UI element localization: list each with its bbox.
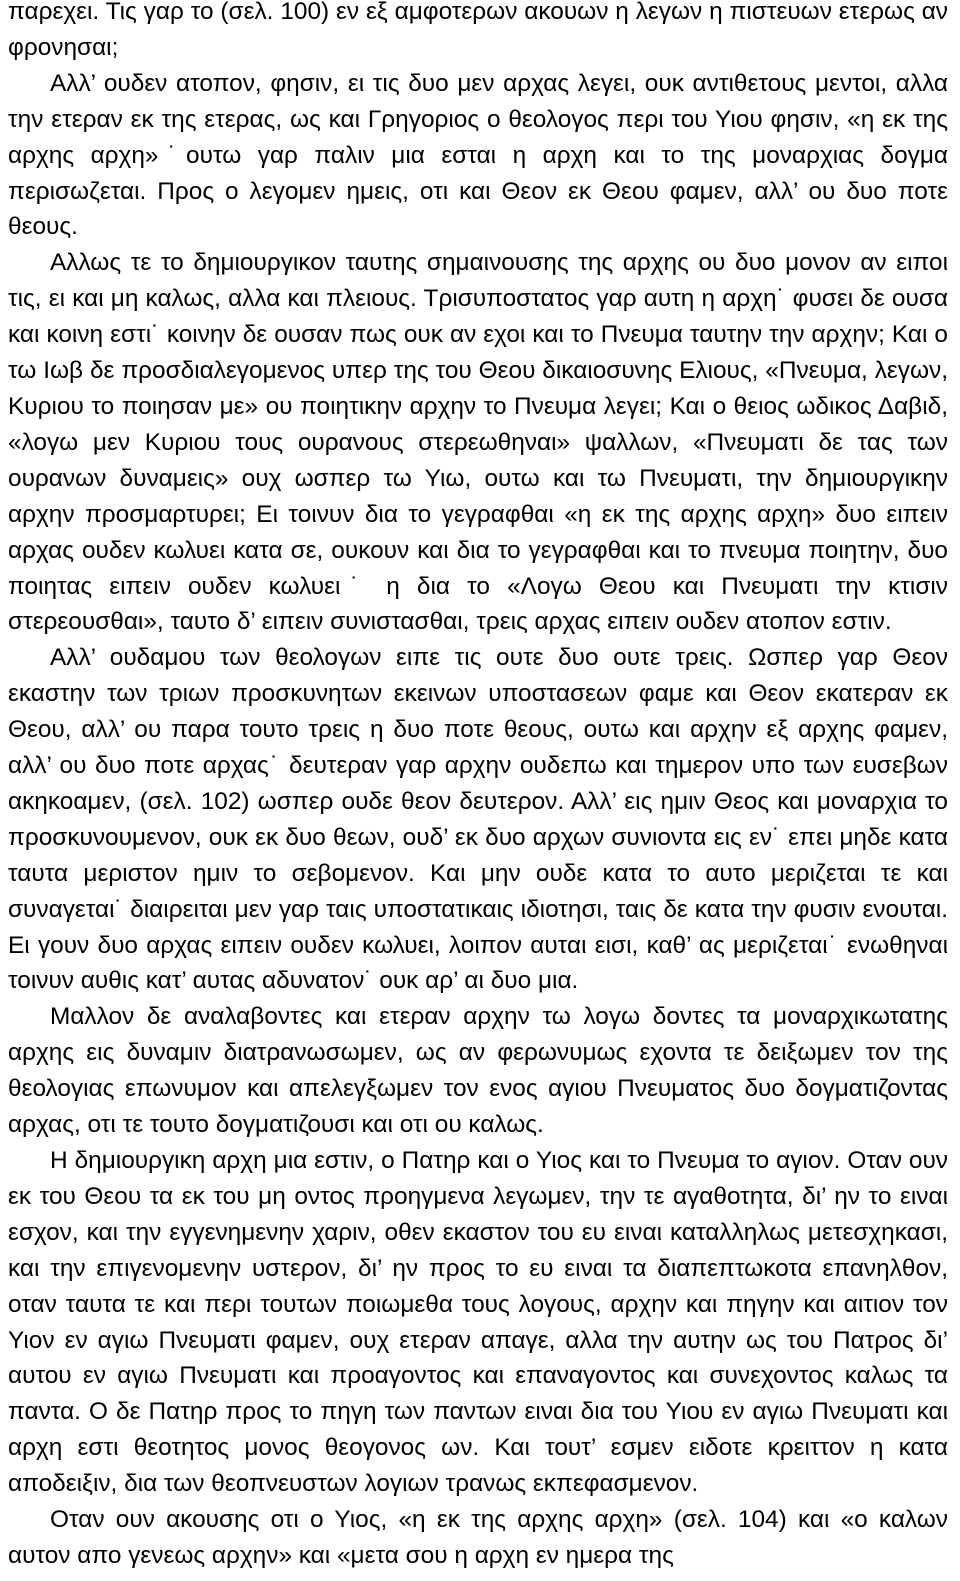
paragraph-7: Οταν ουν ακουσης οτι ο Υιος, «η εκ της αρχης αρχη» (σελ. 104) και «ο καλων αυτον απο γενεως αρχην» και «μετα σου η αρχη εν ημερα της bbox=[8, 1506, 948, 1569]
paragraph-4: Αλλ’ ουδαμου των θεολογων ειπε τις ουτε δυο ουτε τρεις. Ωσπερ γαρ Θεον εκαστην των τριων προσκυνητων εκεινων υποστασεων φαμε και Θεον εκατεραν εκ Θεου, αλλ’ ου παρα τουτο τρεις η δυο ποτε θεους, ουτω και αρχην εξ αρχης φαμεν, αλλ’ ου δυο ποτε αρχας˙ δευτεραν γαρ αρχην ουδεπω και τημερον υπο των ευσεβων ακηκοαμεν, (σελ. 102) ωσπερ ουδε θεον δευτερον. Αλλ’ εις ημιν Θεος και μοναρχια το προσκυνουμενον, ουκ εκ δυο θεων, ουδ’ εκ δυο αρχων συνιοντα εις εν˙ επει μηδε κατα ταυτα μεριστον ημιν το σεβομενον. Και μην ουδε κατα το αυτο μεριζεται τε και συναγεται˙ διαιρειται μεν γαρ ταις υποστατικαις ιδιοτησι, ταις δε κατα την φυσιν ενουται. Ει γουν δυο αρχας ειπειν ουδεν κωλυει, λοιπον αυται εισι, καθ’ ας μεριζεται˙ ενωθηναι τοινυν αυθις κατ’ αυτας αδυνατον˙ ουκ αρ’ αι δυο μια. bbox=[8, 644, 948, 995]
paragraph-6: Η δημιουργικη αρχη μια εστιν, ο Πατηρ και ο Υιος και το Πνευμα το αγιον. Οταν ουν εκ του Θεου τα εκ του μη οντος προηγμενα λεγωμεν, την τε αγαθοτητα, δι’ ην το ειναι εσχον, και την εγγενημενην χαριν, οθεν εκαστον του ευ ειναι καταλληλως μετεσχηκασι, και την επιγενομενην υστερον, δι’ ην προς το ευ ειναι τα διαπεπτωκοτα επανηλθον, οταν ταυτα τε και περι τουτων ποιωμεθα τους λογους, αρχην και πηγην και αιτιον τον Υιον εν αγιω Πνευματι φαμεν, ουχ ετεραν απαγε, αλλα την αυτην ως του Πατρος δι’ αυτου εν αγιω Πνευματι και προαγοντος και επαναγοντος και συνεχοντος καλως τα παντα. Ο δε Πατηρ προς το πηγη των παντων ειναι δια του Υιου εν αγιω Πνευματι και αρχη εστι θεοτητος μονος θεογονος ων. Και τουτ’ εσμεν ειδοτε κρειττον η κατα αποδειξιν, δια των θεοπνευστων λογιων τρανως εκπεφασμενον. bbox=[8, 1147, 948, 1498]
paragraph-3: Αλλως τε το δημιουργικον ταυτης σημαινουσης της αρχης ου δυο μονον αν ειποι τις, ει και μη καλως, αλλα και πλειους. Τρισυποστατος γαρ αυτη η αρχη˙ φυσει δε ουσα και κοινη εστι˙ κοινην δε ουσαν πως ουκ αν εχοι και το Πνευμα ταυτην την αρχην; Και ο τω Ιωβ δε προσδιαλεγομενος υπερ της του Θεου δικαιοσυνης Ελιους, «Πνευμα, λεγων, Κυριου το ποιησαν με» ου ποιητικην αρχην το Πνευμα λεγει; Και ο θειος ωδικος Δαβιδ, «λογω μεν Κυριου τους ουρανους στερεωθηναι» ψαλλων, «Πνευματι δε τας των ουρανων δυναμεις» ουχ ωσπερ τω Υιω, ουτω και τω Πνευματι, την δημιουργικην αρχην προσμαρτυρει; Ει τοινυν δια το γεγραφθαι «η εκ της αρχης αρχη» δυο ειπειν αρχας ουδεν κωλυει κατα σε, ουκουν και δια το γεγραφθαι και το πνευμα ποιητην, δυο ποιητας ειπειν ουδεν κωλυει˙ η δια το «Λογω Θεου και Πνευματι την κτισιν στερεουσθαι», ταυτο δ’ ειπειν συνιστασθαι, τρεις αρχας ειπειν ουδεν ατοπον εστιν. bbox=[8, 249, 948, 636]
paragraph-5: Μαλλον δε αναλαβοντες και ετεραν αρχην τω λογω δοντες τα μοναρχικωτατης αρχης εις δυναμιν διατρανωσωμεν, ως αν φερωνυμως εχοντα τε δειξωμεν τον της θεολογιας επωνυμον και απελεγξωμεν τον ενος αγιου Πνευματος δυο δογματιζοντας αρχας, οτι τε τουτο δογματιζουσι και οτι ου καλως. bbox=[8, 1003, 948, 1139]
paragraph-2: Αλλ’ ουδεν ατοπον, φησιν, ει τις δυο μεν αρχας λεγει, ουκ αντιθετους μεντοι, αλλα την ετεραν εκ της ετερας, ως και Γρηγοριος ο θεολογος περι του Υιου φησιν, «η εκ της αρχης αρχη»˙ουτω γαρ παλιν μια εσται η αρχη και το της μοναρχιας δογμα περισωζεται. Προς ο λεγομεν ημεις, οτι και Θεον εκ Θεου φαμεν, αλλ’ ου δυο ποτε θεους. bbox=[8, 69, 948, 241]
paragraph-1: παρεχει. Τις γαρ το (σελ. 100) εν εξ αμφοτερων ακουων η λεγων η πιστευων ετερως αν φρονησαι; bbox=[8, 0, 948, 61]
document-page bbox=[8, 0, 948, 1574]
